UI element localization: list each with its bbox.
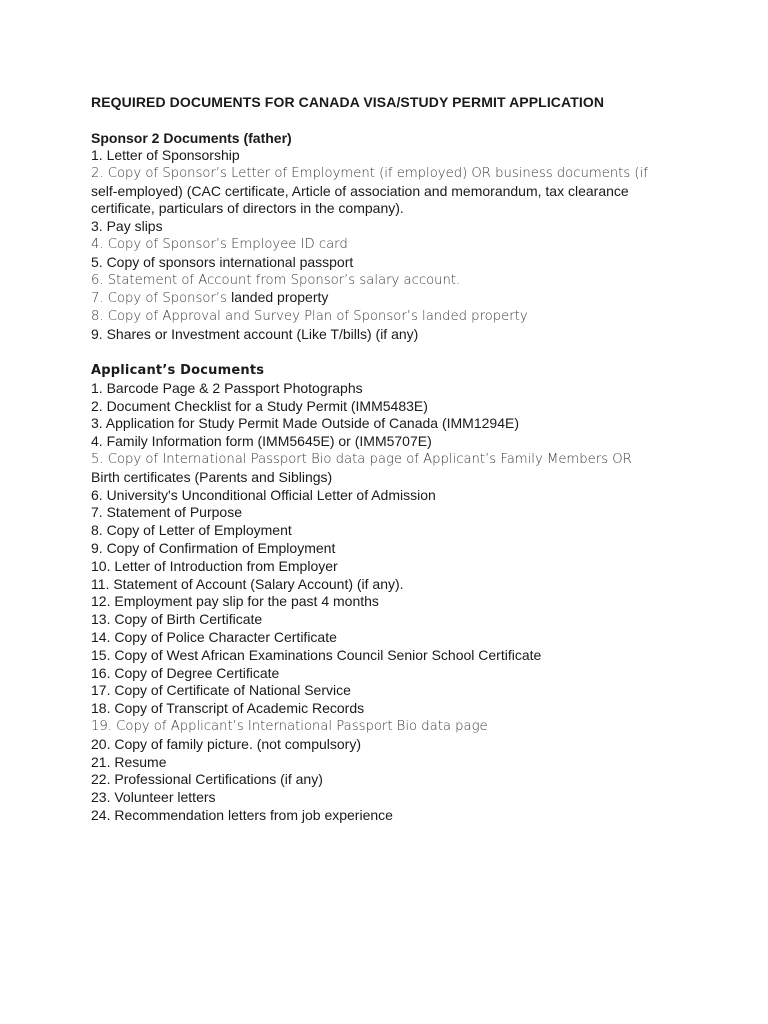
list-item: 14. Copy of Police Character Certificate [91, 628, 337, 645]
list-item: 9. Copy of Confirmation of Employment [91, 539, 336, 556]
list-item: 7. Statement of Purpose [91, 504, 242, 521]
list-item: 21. Resume [91, 753, 167, 770]
list-item: 11. Statement of Account (Salary Account) (if any). [91, 575, 404, 592]
list-item: 3. Application for Study Permit Made Outside of Canada (IMM1294E) [91, 415, 519, 432]
list-item: Birth certificates (Parents and Siblings) [91, 468, 333, 485]
list-item: 20. Copy of family picture. (not compulsory) [91, 735, 361, 752]
list-item: 1. Letter of Sponsorship [91, 147, 240, 163]
list-item: 4. Copy of Sponsor’s Employee ID card [91, 236, 348, 252]
list-item: 9. Shares or Investment account (Like T/bills) (if any) [91, 325, 419, 342]
list-item: 8. Copy of Approval and Survey Plan of Sponsor’s landed property [91, 309, 528, 325]
list-item: 18. Copy of Transcript of Academic Records [91, 700, 365, 717]
list-item: 10. Letter of Introduction from Employer [91, 557, 338, 574]
list-item: 3. Pay slips [91, 218, 163, 235]
list-item-text: landed property [231, 289, 329, 306]
list-item: 1. Barcode Page & 2 Passport Photographs [91, 379, 363, 396]
sponsor-section-heading: Sponsor 2 Documents (father) [91, 130, 292, 146]
list-item: 24. Recommendation letters from job experience [91, 806, 393, 823]
applicant-section-heading: Applicant’s Documents [91, 362, 265, 378]
section-spacer [91, 344, 711, 362]
list-item: 17. Copy of Certificate of National Service [91, 682, 351, 699]
list-item: 15. Copy of West African Examinations Council Senior School Certificate [91, 646, 542, 663]
list-item: 22. Professional Certifications (if any) [91, 771, 323, 788]
list-item-text: 7. Copy of Sponsor’s [91, 291, 232, 307]
document-page [91, 93, 711, 825]
list-item: 5. Copy of sponsors international passport [91, 253, 354, 270]
list-item: 6. Statement of Account from Sponsor’s salary account. [91, 272, 461, 288]
list-item: self-employed) (CAC certificate, Article of association and memorandum, tax clearance [91, 182, 629, 199]
list-item: 13. Copy of Birth Certificate [91, 611, 263, 628]
document-title: REQUIRED DOCUMENTS FOR CANADA VISA/STUDY PERMIT APPLICATION [91, 94, 605, 110]
list-item: 4. Family Information form (IMM5645E) or (IMM5707E) [91, 433, 432, 450]
list-item: 19. Copy of Applicant’s International Passport Bio data page [91, 718, 488, 734]
list-item: 16. Copy of Degree Certificate [91, 664, 280, 681]
list-item: 23. Volunteer letters [91, 789, 216, 806]
list-item: 2. Document Checklist for a Study Permit (IMM5483E) [91, 397, 428, 414]
list-item: 8. Copy of Letter of Employment [91, 522, 292, 539]
list-item: 6. University's Unconditional Official Letter of Admission [91, 486, 436, 503]
list-item [91, 289, 711, 308]
list-item: 2. Copy of Sponsor’s Letter of Employment (if employed) OR business documents (if [91, 165, 648, 181]
list-item: 5. Copy of International Passport Bio data page of Applicant’s Family Members OR [91, 451, 632, 467]
sponsor-document-list [91, 147, 711, 344]
list-item: certificate, particulars of directors in the company). [91, 200, 404, 217]
applicant-document-list [91, 380, 711, 825]
list-item: 12. Employment pay slip for the past 4 months [91, 593, 379, 610]
